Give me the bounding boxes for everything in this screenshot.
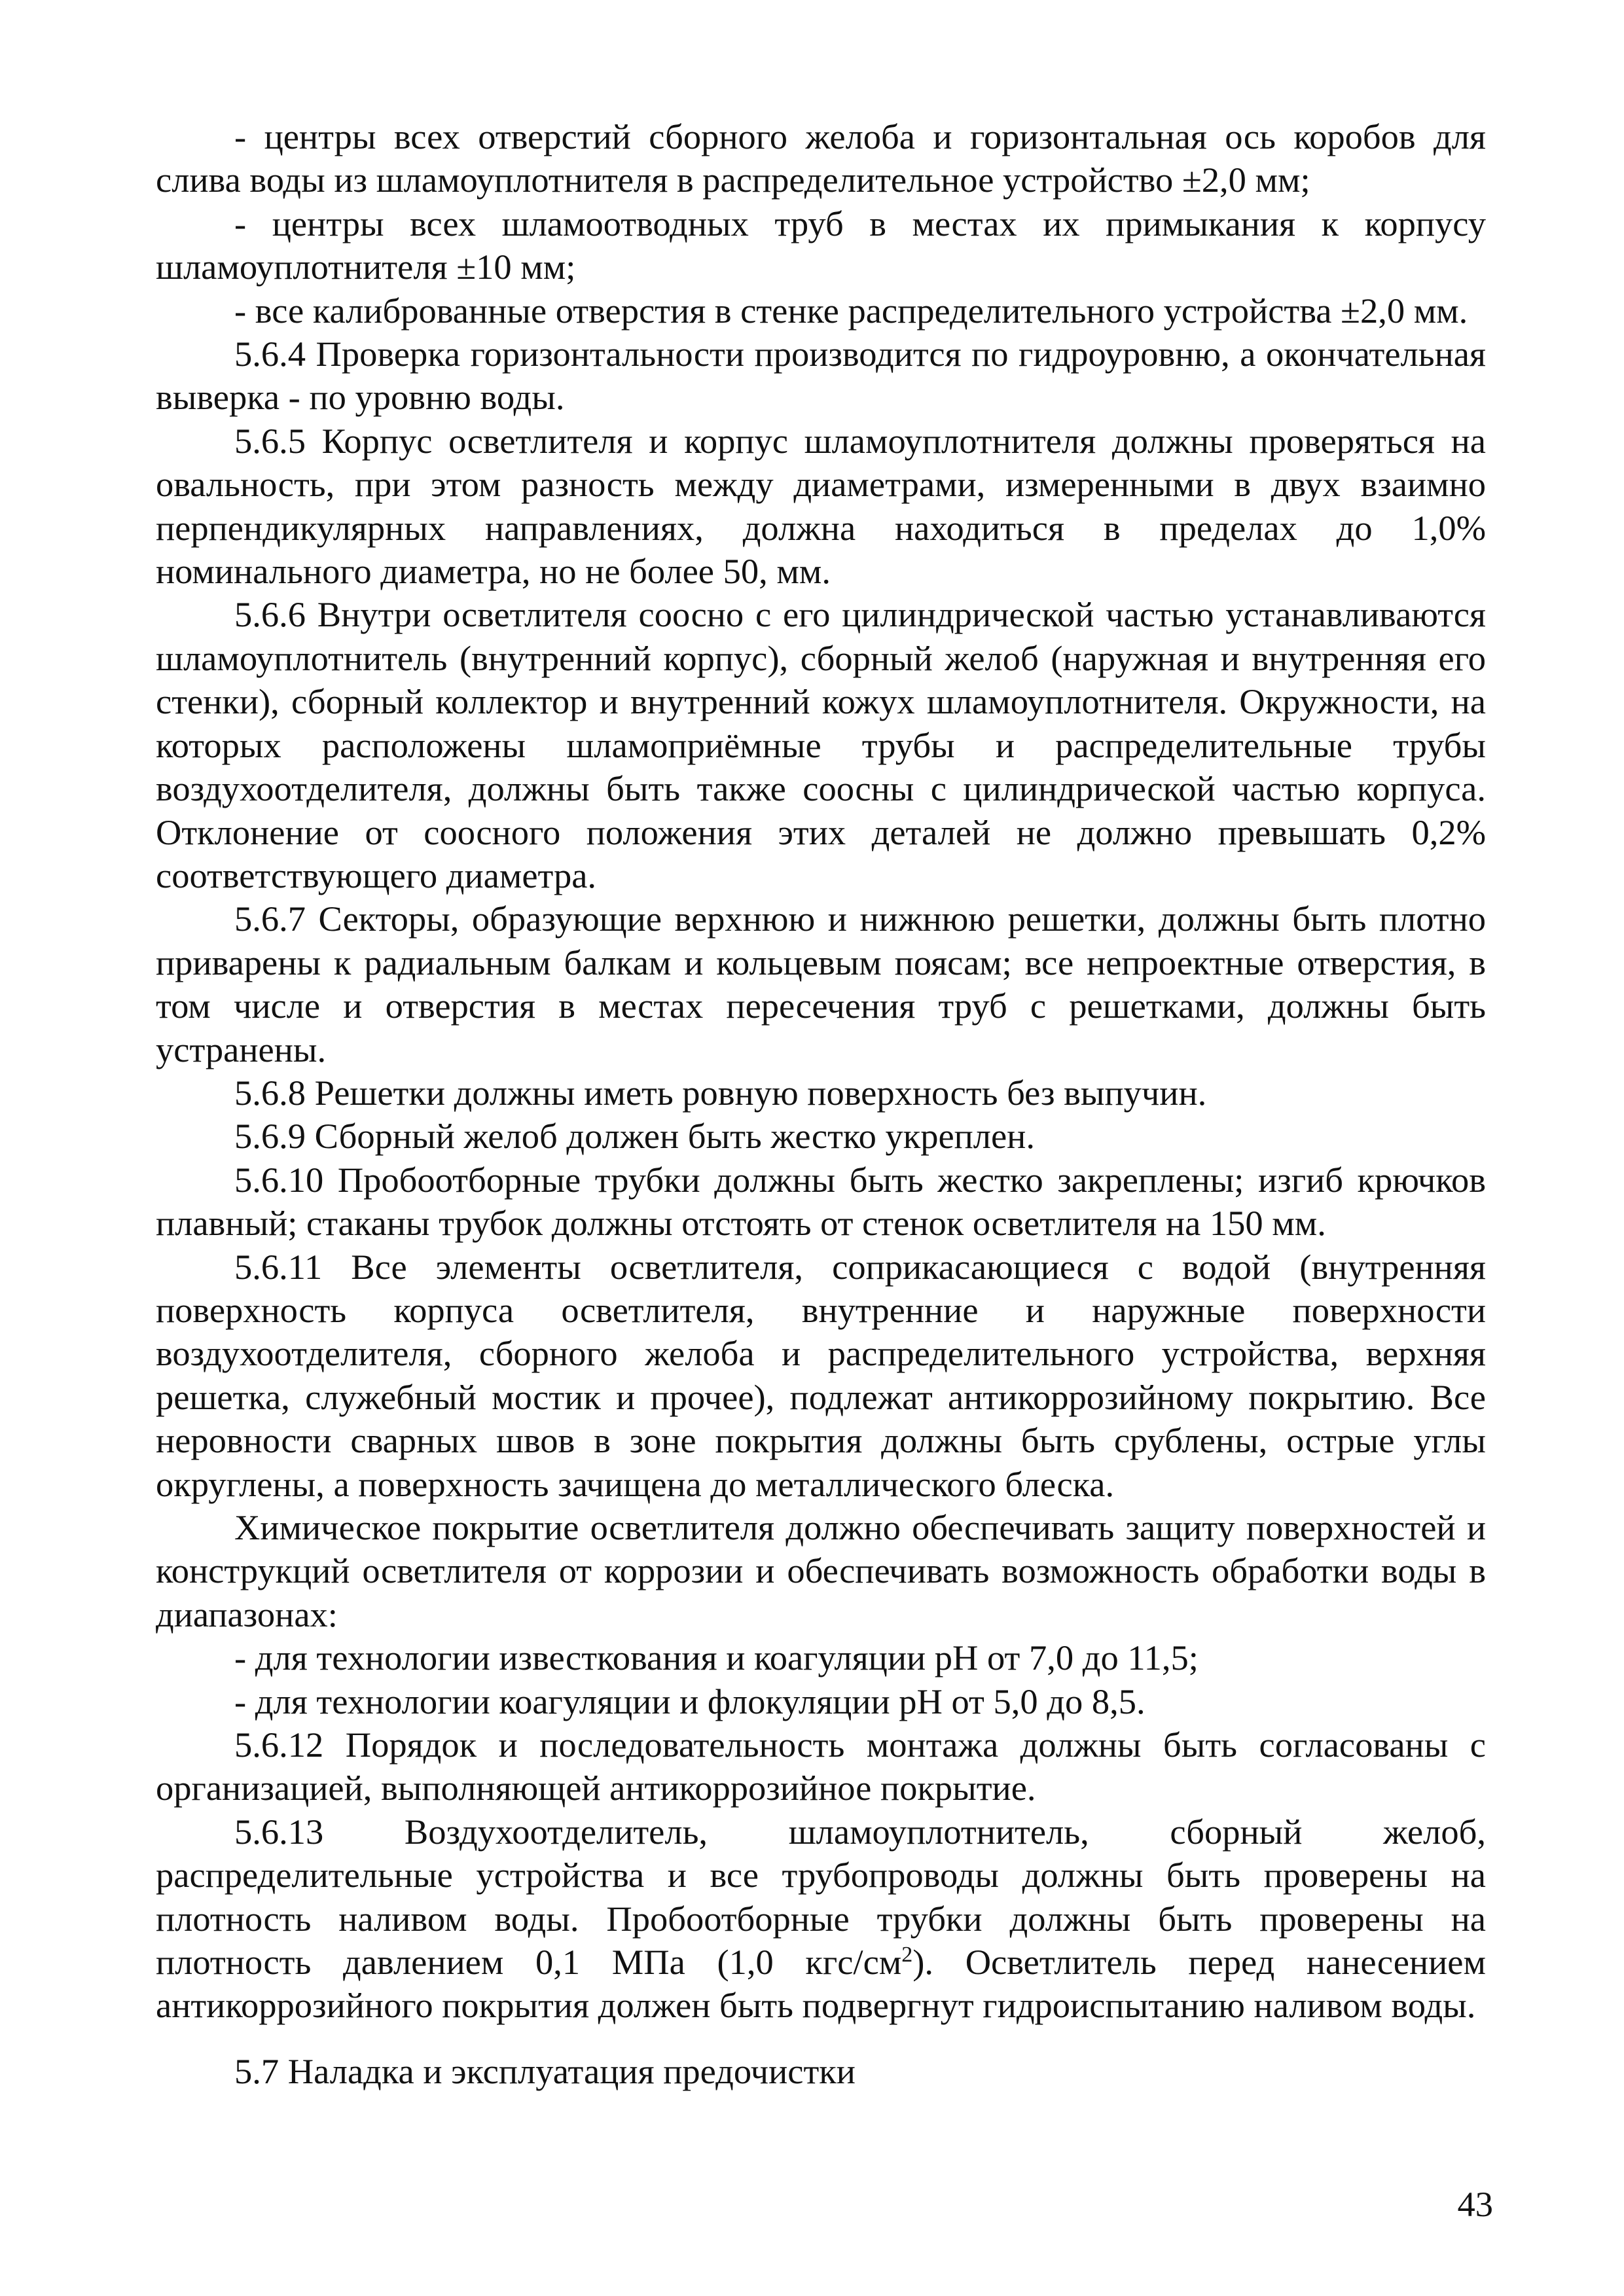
paragraph-5-6-7: 5.6.7 Секторы, образующие верхнюю и нижнюю решетки, должны быть плотно приварены к радиальным балкам и кольцевым поясам; все непроектные отверстия, в том числе и отверстия в местах пересечения труб с решетками, должны быть устранены. [156, 899, 1486, 1069]
superscript: 2 [901, 1942, 913, 1967]
paragraph-5-6-6: 5.6.6 Внутри осветлителя соосно с его цилиндрической частью устанавливаются шламоуплотнитель (внутренний корпус), сборный желоб (наружная и внутренняя его стенки), сборный коллектор и внутренний кожух шламоуплотнителя. Окружности, на которых расположены шламоприёмные трубы и распределительные трубы воздухоотделителя, должны быть также соосны с цилиндрической частью корпуса. Отклонение от соосного положения этих деталей не должно превышать 0,2% соответствующего диаметра. [156, 594, 1486, 895]
section-heading: 5.7 Наладка и эксплуатация предочистки [234, 2051, 856, 2091]
document-body [156, 115, 1486, 2093]
paragraph-5-6-11: 5.6.11 Все элементы осветлителя, соприкасающиеся с водой (внутренняя поверхность корпуса осветлителя, внутренние и наружные поверхности воздухоотделителя, сборного желоба и распределительного устройства, верхняя решетка, служебный мостик и прочее), подлежат антикоррозийному покрытию. Все неровности сварных швов в зоне покрытия должны быть срублены, острые углы округлены, а поверхность зачищена до металлического блеска. [156, 1246, 1486, 1504]
page-number: 43 [1457, 2184, 1493, 2224]
list-item: - для технологии коагуляции и флокуляции pH от 5,0 до 8,5. [234, 1681, 1146, 1721]
paragraph-chemical-coating: Химическое покрытие осветлителя должно обеспечивать защиту поверхностей и конструкций осветлителя от коррозии и обеспечивать возможность обработки воды в диапазонах: [156, 1507, 1486, 1634]
paragraph-5-6-5: 5.6.5 Корпус осветлителя и корпус шламоуплотнителя должны проверяться на овальность, при этом разность между диаметрами, измеренными в двух взаимно перпендикулярных направлениях, должна находиться в пределах до 1,0% номинального диаметра, но не более 50, мм. [156, 420, 1486, 592]
paragraph-5-6-13-text-end: ). Осветлитель перед нанесением антикоррозийного покрытия должен быть подвергнут гидроиспытанию наливом воды. [156, 1942, 1486, 2026]
paragraph-5-6-4: 5.6.4 Проверка горизонтальности производится по гидроуровню, а окончательная выверка - по уровню воды. [156, 334, 1486, 418]
paragraph-5-6-13-text: 5.6.13 Воздухоотделитель, шламоуплотнитель, сборный желоб, распределительные устройства и все трубопроводы должны быть проверены на плотность наливом воды. Пробоотборные трубки должны быть проверены на плотность давлением 0,1 МПа (1,0 кгс/см [156, 1811, 1486, 1982]
paragraph-5-6-13 [156, 1810, 1486, 2028]
paragraph-5-6-8: 5.6.8 Решетки должны иметь ровную поверхность без выпучин. [234, 1072, 1207, 1113]
list-item: - все калиброванные отверстия в стенке распределительного устройства ±2,0 мм. [234, 290, 1468, 331]
list-item: - для технологии известкования и коагуляции pH от 7,0 до 11,5; [234, 1638, 1199, 1678]
paragraph-5-6-9: 5.6.9 Сборный желоб должен быть жестко укреплен. [234, 1116, 1035, 1157]
paragraph-5-6-12: 5.6.12 Порядок и последовательность монтажа должны быть согласованы с организацией, выполняющей антикоррозийное покрытие. [156, 1725, 1486, 1808]
list-item: - центры всех отверстий сборного желоба и горизонтальная ось коробов для слива воды из шламоуплотнителя в распределительное устройство ±2,0 мм; [156, 117, 1486, 200]
list-item: - центры всех шламоотводных труб в местах их примыкания к корпусу шламоуплотнителя ±10 мм; [156, 203, 1486, 287]
paragraph-5-6-10: 5.6.10 Пробоотборные трубки должны быть жестко закреплены; изгиб крючков плавный; стаканы трубок должны отстоять от стенок осветлителя на 150 мм. [156, 1159, 1486, 1244]
